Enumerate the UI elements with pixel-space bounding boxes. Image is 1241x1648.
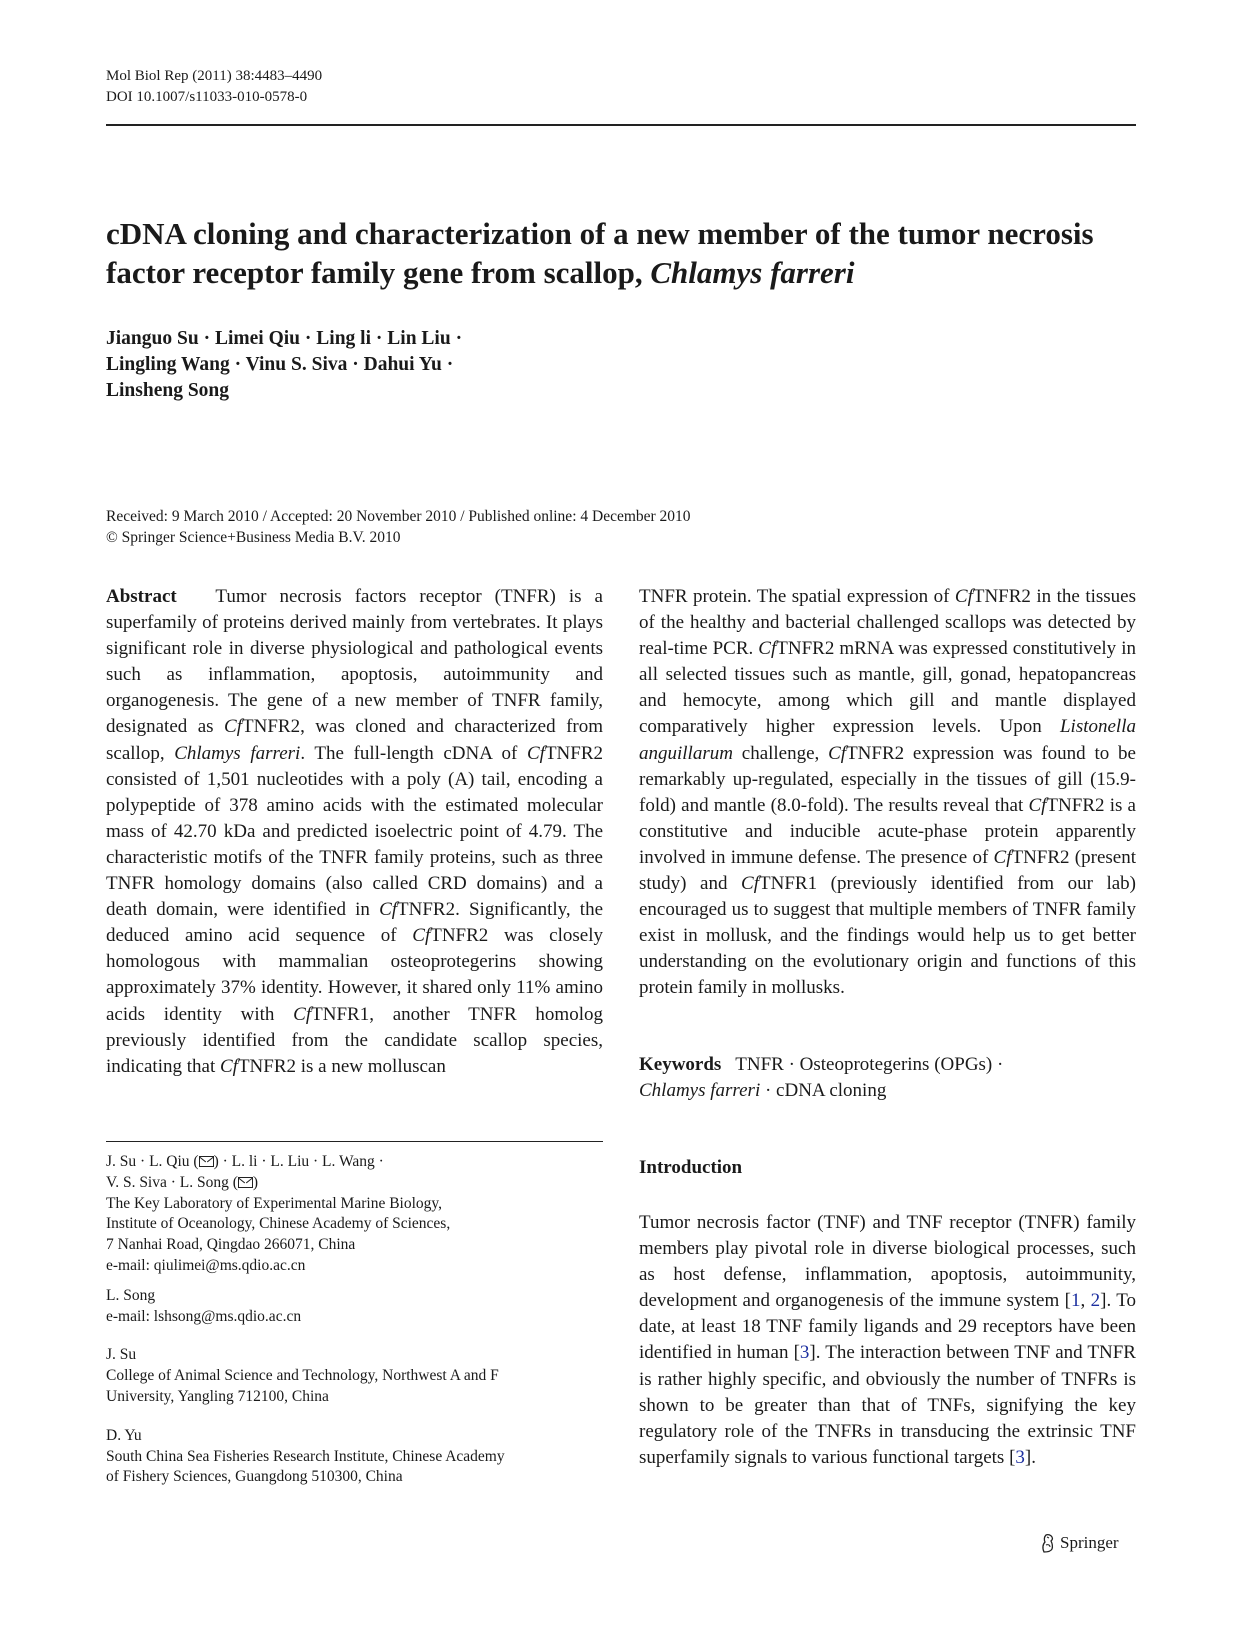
keyword: cDNA cloning bbox=[776, 1080, 887, 1101]
affiliations bbox=[106, 1152, 603, 1497]
author: Limei Qiu bbox=[214, 328, 300, 349]
journal-header bbox=[106, 66, 322, 108]
history-line: Received: 9 March 2010 / Accepted: 20 November 2010 / Published online: 4 December 2010 bbox=[106, 508, 691, 525]
affiliation-yu bbox=[106, 1426, 603, 1488]
affiliation-line: of Fishery Sciences, Guangdong 510300, China bbox=[106, 1468, 403, 1486]
affiliation-line: South China Sea Fisheries Research Institute, Chinese Academy bbox=[106, 1447, 505, 1465]
springer-logo bbox=[1040, 1533, 1119, 1553]
author: Vinu S. Siva bbox=[245, 354, 348, 375]
abstract-label: Abstract bbox=[106, 586, 177, 607]
keywords-label: Keywords bbox=[639, 1054, 722, 1075]
affiliation-line: College of Animal Science and Technology, Northwest A and F bbox=[106, 1367, 499, 1385]
author: Lin Liu bbox=[387, 328, 451, 349]
title-species: Chlamys farreri bbox=[650, 255, 855, 290]
article-title bbox=[106, 214, 1136, 292]
springer-horse-icon bbox=[1040, 1533, 1055, 1553]
author-list: Jianguo Su · Limei Qiu · Ling li · Lin Liu · Lingling Wang · Vinu S. Siva · Dahui Yu · Linsheng Song bbox=[106, 328, 463, 401]
author: Dahui Yu bbox=[363, 354, 442, 375]
author: Linsheng Song bbox=[106, 380, 230, 401]
affiliation-author: L. Song bbox=[106, 1286, 156, 1304]
author: Jianguo Su bbox=[106, 328, 199, 349]
abstract bbox=[106, 584, 603, 1080]
affiliation-author: J. Su bbox=[106, 1346, 137, 1364]
affiliation-rule bbox=[106, 1141, 603, 1142]
affiliation-line: The Key Laboratory of Experimental Marine Biology, bbox=[106, 1194, 443, 1212]
affiliation-su bbox=[106, 1345, 603, 1407]
journal-citation: Mol Biol Rep (2011) 38:4483–4490 bbox=[106, 68, 323, 84]
affiliation-names: V. S. Siva · L. Song ( ) bbox=[106, 1173, 259, 1191]
introduction-body bbox=[639, 1210, 1136, 1471]
abstract-continuation bbox=[639, 584, 1136, 1002]
doi: DOI 10.1007/s11033-010-0578-0 bbox=[106, 89, 308, 105]
introduction-text: Tumor necrosis factor (TNF) and TNF receptor (TNFR) family members play pivotal role in diverse biological processes, such as host defense, inflammation, apoptosis, autoimmunity, development and organogenesis of the immune system [1, 2]. To date, at least 18 TNF family ligands and 29 receptors have been identified in human [3]. The interaction between TNF and TNFR is rather highly specific, and obviously the number of TNFRs is shown to be greater than that of TNFs, signifying the key regulatory role of the TNFRs in transducing the extrinsic TNF superfamily signals to various functional targets [3]. bbox=[639, 1212, 1137, 1468]
keyword: Osteoprotegerins (OPGs) bbox=[799, 1054, 993, 1075]
email-line: e-mail: qiulimei@ms.qdio.ac.cn bbox=[106, 1256, 306, 1274]
author: Ling li bbox=[316, 328, 371, 349]
publication-dates bbox=[106, 507, 1136, 548]
header-rule bbox=[106, 124, 1136, 126]
email-line: e-mail: lshsong@ms.qdio.ac.cn bbox=[106, 1307, 302, 1325]
author: Lingling Wang bbox=[106, 354, 230, 375]
affiliation-line: 7 Nanhai Road, Qingdao 266071, China bbox=[106, 1236, 356, 1254]
keyword: TNFR bbox=[735, 1054, 784, 1075]
keyword: Chlamys farreri bbox=[639, 1080, 761, 1101]
copyright-line: © Springer Science+Business Media B.V. 2010 bbox=[106, 528, 401, 546]
envelope-icon bbox=[199, 1156, 214, 1167]
affiliation-song bbox=[106, 1286, 603, 1328]
affiliation-line: Institute of Oceanology, Chinese Academy of Sciences, bbox=[106, 1215, 451, 1233]
title-main: cDNA cloning and characterization of a new member of the tumor necrosis factor receptor family gene from scallop, bbox=[106, 216, 1094, 290]
affiliation-line: University, Yangling 712100, China bbox=[106, 1387, 329, 1405]
keywords: Keywords TNFR · Osteoprotegerins (OPGs) · Chlamys farreri · cDNA cloning bbox=[639, 1054, 1004, 1101]
affiliation-main bbox=[106, 1152, 603, 1277]
abstract-continuation-text: TNFR protein. The spatial expression of CfTNFR2 in the tissues of the healthy and bacterial challenged scallops was detected by real-time PCR. CfTNFR2 mRNA was expressed constitutively in all selected tissues such as mantle, gill, gonad, hepatopancreas and hemocyte, among which gill and mantle displayed comparatively higher expression levels. Upon Listonella anguillarum challenge, CfTNFR2 expression was found to be remarkably up-regulated, especially in the tissues of gill (15.9-fold) and mantle (8.0-fold). The results reveal that CfTNFR2 is a constitutive and inducible acute-phase protein apparently involved in immune defense. The presence of CfTNFR2 (present study) and CfTNFR1 (previously identified from our lab) encouraged us to suggest that multiple members of TNFR family exist in mollusk, and the findings would help us to get better understanding on the evolutionary origin and functions of this protein family in mollusks. bbox=[639, 586, 1137, 999]
section-heading-introduction: Introduction bbox=[639, 1157, 743, 1178]
publisher-name: Springer bbox=[1060, 1533, 1119, 1552]
affiliation-names: J. Su · L. Qiu ( ) · L. li · L. Liu · L. Wang · bbox=[106, 1153, 384, 1170]
abstract-body: Tumor necrosis factors receptor (TNFR) is a superfamily of proteins derived mainly from vertebrates. It plays significant role in diverse physiological and pathological events such as inflammation, apoptosis, autoimmunity and organogenesis. The gene of a new member of TNFR family, designated as CfTNFR2, was cloned and characterized from scallop, Chlamys farreri. The full-length cDNA of CfTNFR2 consisted of 1,501 nucleotides with a poly (A) tail, encoding a polypeptide of 378 amino acids with the estimated molecular mass of 42.70 kDa and predicted isoelectric point of 4.79. The characteristic motifs of the TNFR family proteins, such as three TNFR homology domains (also called CRD domains) and a death domain, were identified in CfTNFR2. Significantly, the deduced amino acid sequence of CfTNFR2 was closely homologous with mammalian osteoprotegerins showing approximately 37% identity. However, it shared only 11% amino acids identity with CfTNFR1, another TNFR homolog previously identified from the candidate scallop species, indicating that CfTNFR2 is a new molluscan bbox=[106, 586, 604, 1077]
envelope-icon bbox=[238, 1177, 253, 1188]
affiliation-author: D. Yu bbox=[106, 1426, 142, 1444]
